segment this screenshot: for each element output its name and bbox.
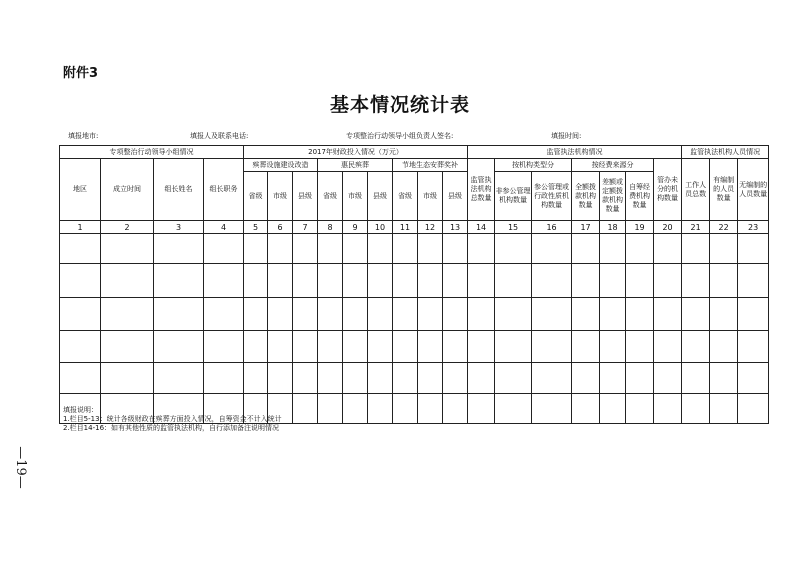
table-cell [368,298,393,331]
col-leader-name: 组长姓名 [154,159,204,221]
col-number: 4 [204,221,244,234]
table-cell [468,234,495,264]
table-cell [600,394,626,424]
table-cell [318,394,343,424]
table-cell [443,234,468,264]
table-header-row-1 [60,146,769,159]
col-county-3: 县级 [443,172,468,221]
col-with-quota: 有编制的人员数量 [710,159,738,221]
col-prov-2: 省级 [318,172,343,221]
col-prov-3: 省级 [393,172,418,221]
col-prov-1: 省级 [244,172,268,221]
table-cell [600,363,626,394]
table-cell [626,234,654,264]
table-row [60,298,769,331]
table-cell [654,234,682,264]
note-item: 2.栏目14-16：如有其他性质的监管执法机构，自行添加备注说明情况 [63,424,280,432]
table-cell [532,234,572,264]
col-county-2: 县级 [368,172,393,221]
table-cell [468,264,495,298]
col-staff-total: 工作人员总数 [682,159,710,221]
table-cell [343,363,368,394]
table-cell [572,394,600,424]
subheader-by-funding: 按经费来源分 [572,159,654,172]
table-cell [204,331,244,363]
table-cell [60,331,101,363]
col-established: 成立时间 [101,159,154,221]
table-cell [60,298,101,331]
table-cell [654,331,682,363]
table-cell [626,331,654,363]
column-number-row [60,221,769,234]
page-title: 基本情况统计表 [329,94,470,116]
col-number: 1 [60,221,101,234]
table-cell [368,394,393,424]
table-cell [154,234,204,264]
table-cell [293,298,318,331]
table-cell [268,331,293,363]
table-cell [738,234,769,264]
table-row [60,331,769,363]
table-cell [244,298,268,331]
table-cell [418,331,443,363]
table-cell [393,331,418,363]
col-number: 22 [710,221,738,234]
table-cell [495,331,532,363]
table-cell [60,264,101,298]
notes [63,406,282,433]
table-cell [393,264,418,298]
table-cell [443,264,468,298]
header-leading-group: 专项整治行动领导小组情况 [60,146,244,159]
table-cell [738,298,769,331]
table-cell [532,298,572,331]
table-cell [393,394,418,424]
table-cell [443,298,468,331]
table-cell [626,394,654,424]
table-cell [343,331,368,363]
header-finance: 2017年财政投入情况（万元） [244,146,468,159]
table-cell [468,298,495,331]
table-cell [393,298,418,331]
table-cell [532,331,572,363]
table-cell [268,363,293,394]
table-cell [468,331,495,363]
table-cell [682,331,710,363]
table-cell [468,394,495,424]
table-cell [572,298,600,331]
table-header-row-2 [60,159,769,172]
statistics-table [59,145,769,424]
table-cell [682,394,710,424]
table-cell [532,264,572,298]
fill-field-region: 填报地市: [68,132,99,140]
page-number: —19— [12,445,28,489]
col-number: 18 [600,221,626,234]
col-number: 16 [532,221,572,234]
table-cell [600,331,626,363]
col-without-quota: 无编制的人员数量 [738,159,769,221]
col-self-funded: 自筹经费机构数量 [626,172,654,221]
table-cell [600,298,626,331]
table-cell [368,331,393,363]
note-item: 1.栏目5-13：统计各级财政在殡葬方面投入情况，自筹资金不计入统计 [63,415,282,423]
col-leader-position: 组长职务 [204,159,244,221]
col-number: 5 [244,221,268,234]
col-number: 10 [368,221,393,234]
table-cell [318,363,343,394]
table-cell [710,394,738,424]
table-cell [368,234,393,264]
table-cell [418,298,443,331]
attachment-label: 附件3 [63,66,99,81]
col-region: 地区 [60,159,101,221]
table-cell [101,331,154,363]
table-cell [393,234,418,264]
table-cell [368,264,393,298]
fill-field-date: 填报时间: [551,132,582,140]
table-cell [318,331,343,363]
table-cell [572,331,600,363]
table-cell [101,264,154,298]
table-cell [710,363,738,394]
table-cell [682,298,710,331]
subheader-benefit-funeral: 惠民殡葬 [318,159,393,172]
col-number: 3 [154,221,204,234]
table-cell [654,264,682,298]
table-cell [244,331,268,363]
table-cell [268,234,293,264]
table-cell [244,264,268,298]
table-cell [293,394,318,424]
table-cell [154,363,204,394]
table-cell [443,394,468,424]
header-supervision: 监管执法机构情况 [468,146,682,159]
col-number: 23 [738,221,769,234]
table-cell [443,363,468,394]
table-cell [572,234,600,264]
table-cell [154,298,204,331]
table-cell [368,363,393,394]
col-full-funded: 全额拨款机构数量 [572,172,600,221]
col-number: 11 [393,221,418,234]
table-cell [293,331,318,363]
col-city-2: 市级 [343,172,368,221]
table-cell [495,298,532,331]
table-cell [204,363,244,394]
table-cell [418,363,443,394]
table-cell [318,264,343,298]
col-civil: 参公管理或行政性质机构数量 [532,172,572,221]
col-partial-funded: 差额或定额拨款机构数量 [600,172,626,221]
table-cell [572,363,600,394]
table-cell [204,234,244,264]
table-cell [101,234,154,264]
table-cell [495,394,532,424]
table-cell [244,363,268,394]
table-cell [318,298,343,331]
table-cell [495,363,532,394]
table-cell [532,394,572,424]
table-cell [318,234,343,264]
col-non-civil: 非参公管理机构数量 [495,172,532,221]
table-cell [495,234,532,264]
table-cell [572,264,600,298]
table-cell [738,331,769,363]
table-cell [293,264,318,298]
table-cell [204,264,244,298]
table-cell [418,234,443,264]
table-cell [738,363,769,394]
col-number: 12 [418,221,443,234]
col-number: 6 [268,221,293,234]
table-cell [738,264,769,298]
table-cell [293,363,318,394]
table-cell [710,298,738,331]
col-total-agencies: 监管执法机构总数量 [468,159,495,221]
col-number: 8 [318,221,343,234]
table-cell [60,363,101,394]
col-number: 19 [626,221,654,234]
fill-field-leader-signature: 专项整治行动领导小组负责人签名: [346,132,454,140]
col-number: 9 [343,221,368,234]
col-county-1: 县级 [293,172,318,221]
table-cell [682,363,710,394]
col-unhandled: 管办未分的机构数量 [654,159,682,221]
table-cell [60,234,101,264]
table-row [60,363,769,394]
col-city-3: 市级 [418,172,443,221]
header-personnel: 监管执法机构人员情况 [682,146,769,159]
col-number: 2 [101,221,154,234]
subheader-funeral-facilities: 殡葬设施建设改造 [244,159,318,172]
table-cell [710,264,738,298]
table-row [60,234,769,264]
table-cell [343,394,368,424]
table-cell [101,363,154,394]
subheader-land-saving: 节地生态安葬奖补 [393,159,468,172]
notes-heading: 填报说明： [63,406,98,414]
table-cell [495,264,532,298]
table-cell [268,264,293,298]
table-cell [682,264,710,298]
table-cell [600,264,626,298]
col-number: 13 [443,221,468,234]
col-number: 20 [654,221,682,234]
table-cell [532,363,572,394]
table-cell [626,298,654,331]
table-cell [710,234,738,264]
table-cell [654,394,682,424]
table-cell [626,264,654,298]
table-cell [654,298,682,331]
col-city-1: 市级 [268,172,293,221]
table-cell [468,363,495,394]
table-body [60,234,769,424]
table-cell [154,264,204,298]
table-cell [244,234,268,264]
table-cell [626,363,654,394]
subheader-by-type: 按机构类型分 [495,159,572,172]
table-cell [738,394,769,424]
col-number: 7 [293,221,318,234]
table-cell [418,264,443,298]
table-cell [710,331,738,363]
table-cell [293,234,318,264]
table-cell [343,264,368,298]
table-cell [418,394,443,424]
col-number: 21 [682,221,710,234]
table-cell [268,298,293,331]
table-cell [443,331,468,363]
table-cell [154,331,204,363]
table-cell [654,363,682,394]
table-cell [343,234,368,264]
col-number: 15 [495,221,532,234]
table-cell [393,363,418,394]
table-cell [204,298,244,331]
col-number: 17 [572,221,600,234]
table-cell [101,298,154,331]
table-row [60,264,769,298]
col-number: 14 [468,221,495,234]
table-cell [682,234,710,264]
table-cell [343,298,368,331]
fill-field-reporter: 填报人及联系电话: [190,132,249,140]
table-cell [600,234,626,264]
